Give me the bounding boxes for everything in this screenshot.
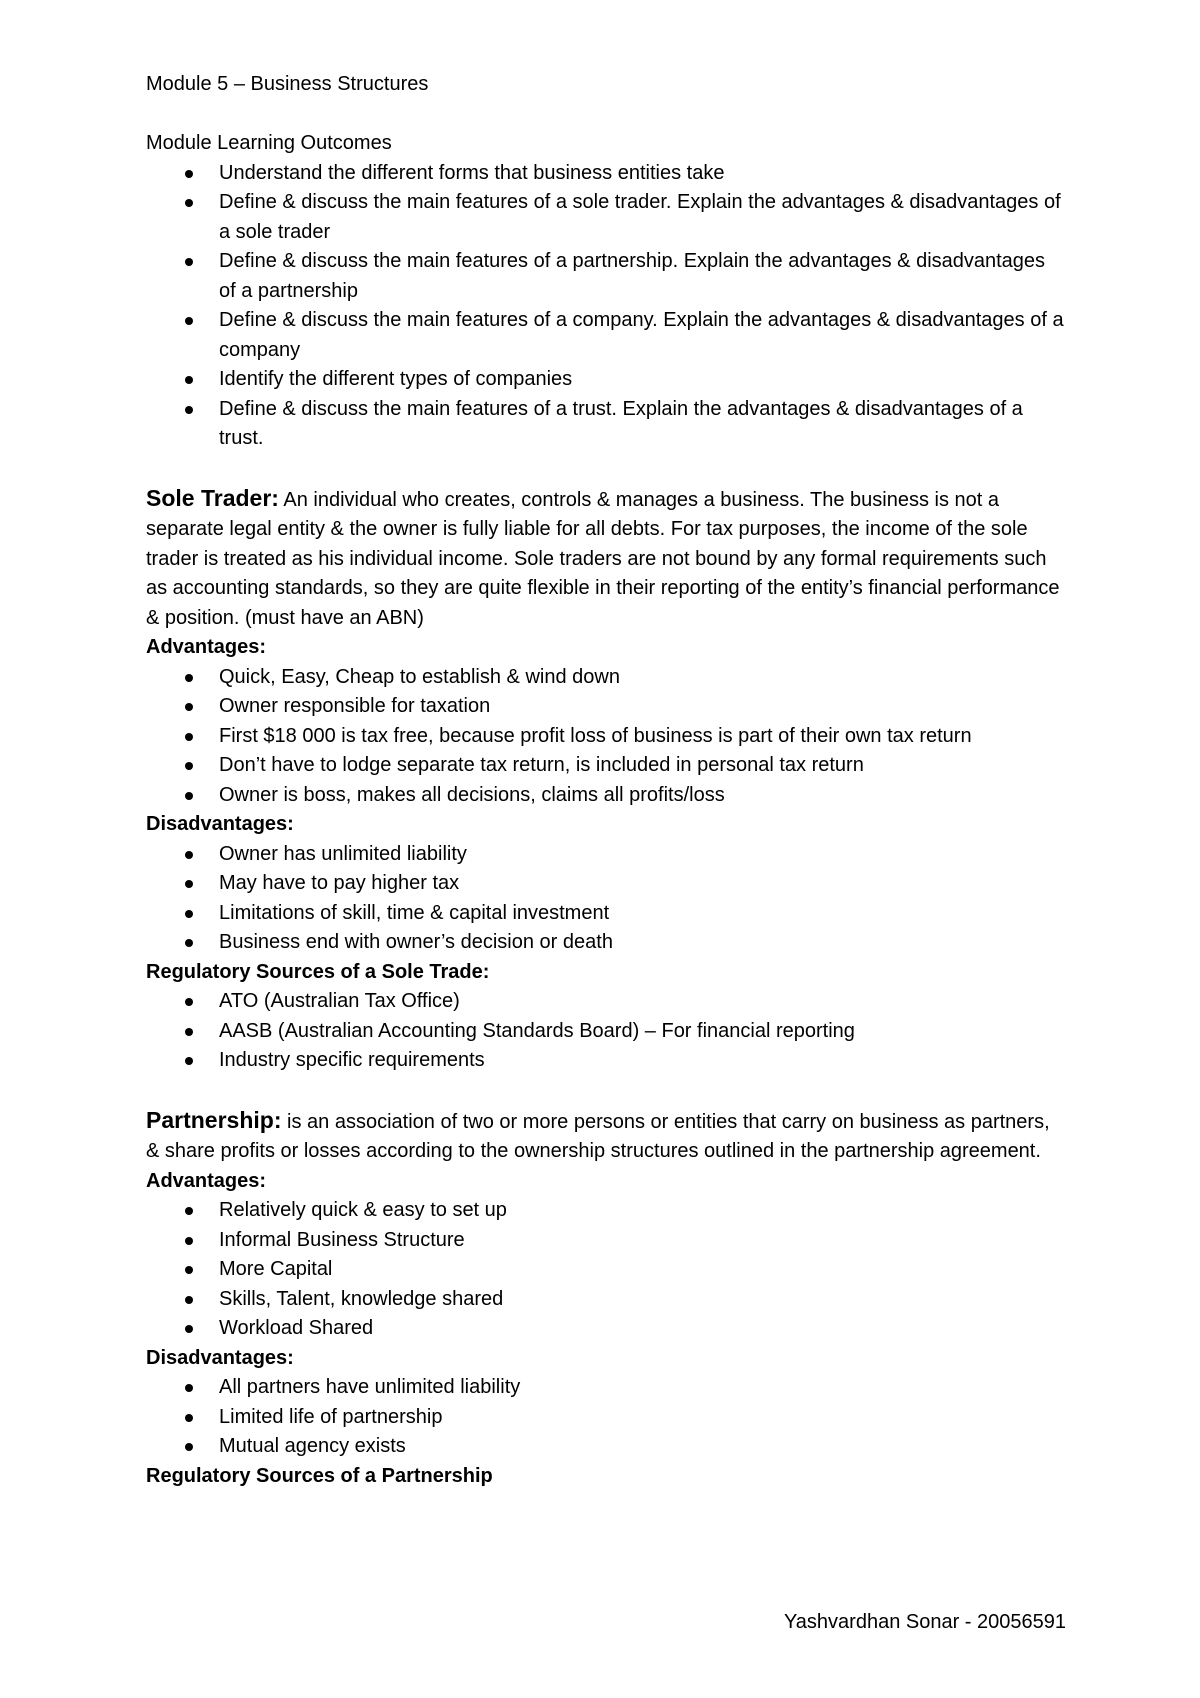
list-item: Understand the different forms that business entities take	[219, 159, 1066, 189]
list-item: Don’t have to lodge separate tax return, is included in personal tax return	[219, 751, 1066, 781]
list-item: First $18 000 is tax free, because profit loss of business is part of their own tax return	[219, 722, 1066, 752]
list-item: Limitations of skill, time & capital investment	[219, 899, 1066, 929]
partnership-disadvantages-list	[146, 1373, 1066, 1462]
partnership-definition	[146, 1106, 1066, 1167]
list-item: May have to pay higher tax	[219, 869, 1066, 899]
sole-trader-advantages-heading: Advantages:	[146, 636, 267, 658]
list-item: Owner is boss, makes all decisions, claims all profits/loss	[219, 781, 1066, 811]
list-item: Informal Business Structure	[219, 1226, 1066, 1256]
page-footer-author: Yashvardhan Sonar - 20056591	[783, 1611, 1066, 1633]
document-page	[146, 70, 1066, 1491]
sole-trader-definition	[146, 484, 1066, 634]
partnership-disadvantages-heading: Disadvantages:	[146, 1346, 294, 1369]
page-title: Module 5 – Business Structures	[146, 73, 429, 95]
sole-trader-regulatory-heading: Regulatory Sources of a Sole Trade:	[146, 960, 490, 983]
sole-trader-term: Sole Trader:	[146, 484, 279, 511]
sole-trader-disadvantages-list	[146, 840, 1066, 958]
list-item: Limited life of partnership	[219, 1403, 1066, 1433]
list-item: Owner has unlimited liability	[219, 840, 1066, 870]
partnership-advantages-list	[146, 1196, 1066, 1344]
list-item: Mutual agency exists	[219, 1432, 1066, 1462]
list-item: All partners have unlimited liability	[219, 1373, 1066, 1403]
list-item: Owner responsible for taxation	[219, 692, 1066, 722]
partnership-advantages-heading: Advantages:	[146, 1169, 267, 1192]
outcomes-heading: Module Learning Outcomes	[146, 132, 392, 154]
list-item: Business end with owner’s decision or death	[219, 928, 1066, 958]
list-item: Define & discuss the main features of a sole trader. Explain the advantages & disadvantages of a sole trader	[219, 188, 1066, 247]
list-item: Define & discuss the main features of a trust. Explain the advantages & disadvantages of a trust.	[219, 395, 1066, 454]
sole-trader-disadvantages-heading: Disadvantages:	[146, 813, 294, 835]
list-item: Relatively quick & easy to set up	[219, 1196, 1066, 1226]
list-item: ATO (Australian Tax Office)	[219, 987, 1066, 1017]
list-item: Industry specific requirements	[219, 1046, 1066, 1076]
list-item: Quick, Easy, Cheap to establish & wind down	[219, 663, 1066, 693]
list-item: Define & discuss the main features of a company. Explain the advantages & disadvantages of a company	[219, 306, 1066, 365]
partnership-term: Partnership:	[146, 1106, 282, 1133]
list-item: Define & discuss the main features of a partnership. Explain the advantages & disadvantages of a partnership	[219, 247, 1066, 306]
list-item: AASB (Australian Accounting Standards Board) – For financial reporting	[219, 1017, 1066, 1047]
list-item: Workload Shared	[219, 1314, 1066, 1344]
list-item: Skills, Talent, knowledge shared	[219, 1285, 1066, 1315]
outcomes-list	[146, 159, 1066, 454]
list-item: Identify the different types of companies	[219, 365, 1066, 395]
sole-trader-advantages-list	[146, 663, 1066, 811]
list-item: More Capital	[219, 1255, 1066, 1285]
sole-trader-text: An individual who creates, controls & manages a business. The business is not a separate legal entity & the owner is fully liable for all debts. For tax purposes, the income of the sole trader is treated as his individual income. Sole traders are not bound by any formal requirements such as accounting standards, so they are quite flexible in their reporting of the entity’s financial performance & position. (must have an ABN)	[146, 488, 1060, 629]
sole-trader-regulatory-list	[146, 987, 1066, 1076]
partnership-text: is an association of two or more persons or entities that carry on business as partners, & share profits or losses according to the ownership structures outlined in the partnership agreement.	[146, 1110, 1050, 1162]
partnership-regulatory-heading: Regulatory Sources of a Partnership	[146, 1464, 493, 1487]
